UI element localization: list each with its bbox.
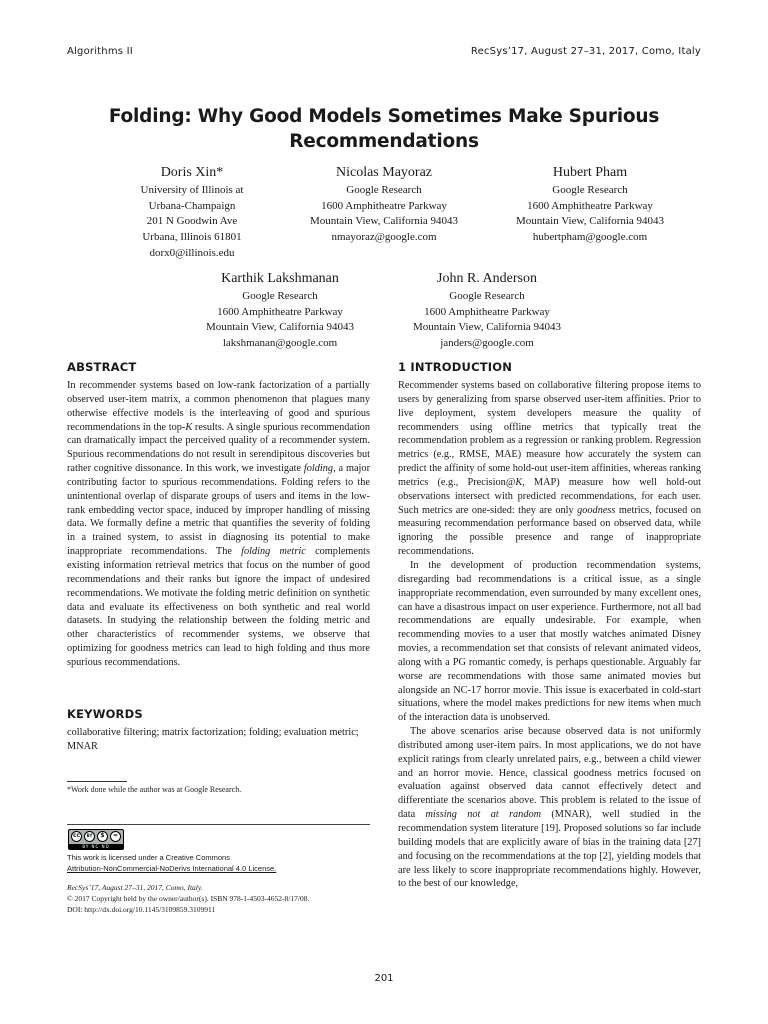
publication-info <box>67 882 309 915</box>
text-run: The above scenarios arise because observed data is not uniformly distributed among user-item pairs. In most applications, we do not have explicit ratings from clearly unrelated pairs, e.g., between a child viewer and an horror movie. Hence, classical goodness metrics focused on evaluation against observed data cannot effectively detect and differentiate the scenarios above. This problem is related to the issue of data <box>398 726 701 821</box>
author-affiliation: Google Research <box>552 184 628 196</box>
paper-title <box>60 104 708 154</box>
publication-copyright: © 2017 Copyright held by the owner/author(s). ISBN 978-1-4503-4652-8/17/08. <box>67 894 310 903</box>
footnote-rule <box>67 781 127 782</box>
author-email: dorx0@illinois.edu <box>149 246 235 259</box>
text-run-italic: goodness <box>577 504 616 516</box>
text-run: , MAP) measure how well hold-out observations intersect with predicted recommendations, for each user. Such metrics are one-sided: they are only <box>398 476 701 516</box>
abstract-heading: ABSTRACT <box>67 360 137 374</box>
cc-nc-icon: $ <box>97 831 108 842</box>
author-block-lakshmanan <box>170 270 390 352</box>
author-address: Mountain View, California 94043 <box>205 321 355 334</box>
text-run-italic: K <box>515 476 523 488</box>
author-name: Doris Xin* <box>160 165 224 180</box>
page-number: 201 <box>374 973 394 984</box>
license-line-1: This work is licensed under a Creative Commons <box>67 853 230 862</box>
author-address: 1600 Amphitheatre Parkway <box>321 199 447 212</box>
keywords-body <box>67 726 370 754</box>
author-address: Mountain View, California 94043 <box>515 215 665 228</box>
text-run: metrics, focused on measuring recommendation performance based on observed data, while ignoring the possible presence and range of inappropriate recommendations. <box>398 504 701 558</box>
author-block-mayoraz <box>274 164 494 246</box>
author-block-anderson <box>377 270 597 352</box>
author-email: janders@google.com <box>440 337 534 350</box>
cc-by-icon <box>84 831 95 842</box>
author-affiliation: Google Research <box>449 290 525 302</box>
introduction-body <box>398 379 701 891</box>
text-run: , a major contributing factor to spurious recommendations. Folding refers to the unintentional overlap of disparate groups of users and items in the low-rank embedding vector space, induced by improper handling of missing data. We formally define a metric that quantifies the severity of folding in a trained system, to assist in diagnosing its potential to make inappropriate recommendations. The <box>67 463 370 558</box>
publication-doi: DOI: http://dx.doi.org/10.1145/3109859.3109911 <box>67 905 216 914</box>
paper-title-line-2: Recommendations <box>289 131 479 152</box>
author-address: Mountain View, California 94043 <box>412 321 562 334</box>
text-run-italic: folding <box>303 463 334 475</box>
author-affiliation: Urbana-Champaign <box>148 199 236 212</box>
cc-by-glyph: BY <box>86 833 93 838</box>
abstract-body <box>67 379 370 670</box>
author-block-xin <box>82 164 302 262</box>
running-header-right: RecSys’17, August 27–31, 2017, Como, Italy <box>470 46 701 57</box>
running-header-left: Algorithms II <box>67 46 133 57</box>
author-email: nmayoraz@google.com <box>331 231 437 244</box>
intro-paragraph-1 <box>398 379 701 559</box>
author-name: Hubert Pham <box>552 165 628 180</box>
cc-badge-labels: BY NC ND <box>69 844 123 849</box>
author-address: 1600 Amphitheatre Parkway <box>217 305 343 318</box>
author-address: 201 N Goodwin Ave <box>146 215 238 228</box>
author-block-pham <box>480 164 700 246</box>
footnote: *Work done while the author was at Google Research. <box>67 785 242 794</box>
creative-commons-badge <box>68 829 124 850</box>
publication-venue: RecSys’17, August 27–31, 2017, Como, Italy. <box>67 883 203 892</box>
text-run: Recommender systems based on collaborative filtering propose items to users by generalizing from sparse observed user-item affinities. Prior to live deployment, system developers measure the quality of recommenders using offline metrics that typically treat the recommendation problem as a regression or ranking problem. Regression metrics (e.g., RMSE, MAE) measure how accurately the system can predict the affinity of some hold-out user-item affinities, whereas ranking metrics (e.g., Precision@ <box>398 380 701 488</box>
author-affiliation: University of Illinois at <box>140 184 244 196</box>
intro-paragraph-3 <box>398 725 701 891</box>
cc-icon: cc <box>71 831 82 842</box>
keywords-text: collaborative filtering; matrix factorization; folding; evaluation metric; MNAR <box>67 727 359 752</box>
author-address: Urbana, Illinois 61801 <box>142 231 242 244</box>
author-name: John R. Anderson <box>437 271 537 286</box>
license-rule <box>67 824 370 825</box>
author-name: Karthik Lakshmanan <box>221 271 339 286</box>
author-affiliation: Google Research <box>242 290 318 302</box>
author-name: Nicolas Mayoraz <box>335 165 433 180</box>
text-run: complements existing information retrieval metrics that focus on the number of good recommendations and their ranks but ignore the impact of undesired recommendations. We motivate the folding metric definition on synthetic data and evaluate its effectiveness on both synthetic and real world datasets. In studying the relationship between the folding metric and other characteristics of recommender systems, we observe that optimizing for goodness metrics can lead to high folding and thus more spurious recommendations. <box>67 546 370 668</box>
text-run: results. A single spurious recommendation can dramatically impact the perceived quality of a recommender system. Spurious recommendations do not result in serendipitous discoveries but rather cognitive dissonance. In this work, we investigate <box>67 421 370 475</box>
author-email: lakshmanan@google.com <box>222 337 338 350</box>
intro-paragraph-2: In the development of production recommendation systems, disregarding bad recommendations is a critical issue, as a single inappropriate recommendation, even surrounded by many excellent ones, can have a disastrous impact on user experience. Furthermore, not all bad recommendations are equally undesirable. For example, when recommending movies to a user that mostly watches animated Disney movies, a recommendation set that consists of relevant animated videos, along with a PG romantic comedy, is perhaps questionable. Arguably far worse are recommendations with those same animated movies but alongside an NC-17 horror movie. This issue is exacerbated in cold-start situations, where the model makes predictions for new items when much of the interaction data is unobserved. <box>398 559 701 724</box>
text-run-italic: K <box>185 421 193 433</box>
author-affiliation: Google Research <box>346 184 422 196</box>
license-text <box>67 852 276 874</box>
license-link[interactable]: Attribution-NonCommercial-NoDerivs International 4.0 License. <box>67 864 277 873</box>
author-email: hubertpham@google.com <box>532 231 648 244</box>
text-run: (MNAR), well studied in the recommendation system literature [19]. Proposed solutions so far include building models that are explicitly aware of bias in the training data [27] and focusing on the recommendations at the top [2], yielding models that are less likely to score inappropriate recommendations highly. However, to the best of our knowledge, <box>398 809 701 890</box>
cc-nd-icon: = <box>110 831 121 842</box>
text-run: In recommender systems based on low-rank factorization of a partially observed user-item matrix, a common phenomenon that plagues many otherwise effective models is the interleaving of good and spurious recommendations in the top- <box>67 380 370 433</box>
keywords-heading: KEYWORDS <box>67 707 143 721</box>
author-address: 1600 Amphitheatre Parkway <box>424 305 550 318</box>
author-address: 1600 Amphitheatre Parkway <box>527 199 653 212</box>
text-run-italic: missing not at random <box>425 809 542 821</box>
paper-title-line-1: Folding: Why Good Models Sometimes Make Spurious <box>108 106 660 127</box>
introduction-heading: 1 INTRODUCTION <box>398 360 513 374</box>
text-run-italic: folding metric <box>241 546 306 558</box>
author-address: Mountain View, California 94043 <box>309 215 459 228</box>
abstract-paragraph <box>67 379 370 670</box>
